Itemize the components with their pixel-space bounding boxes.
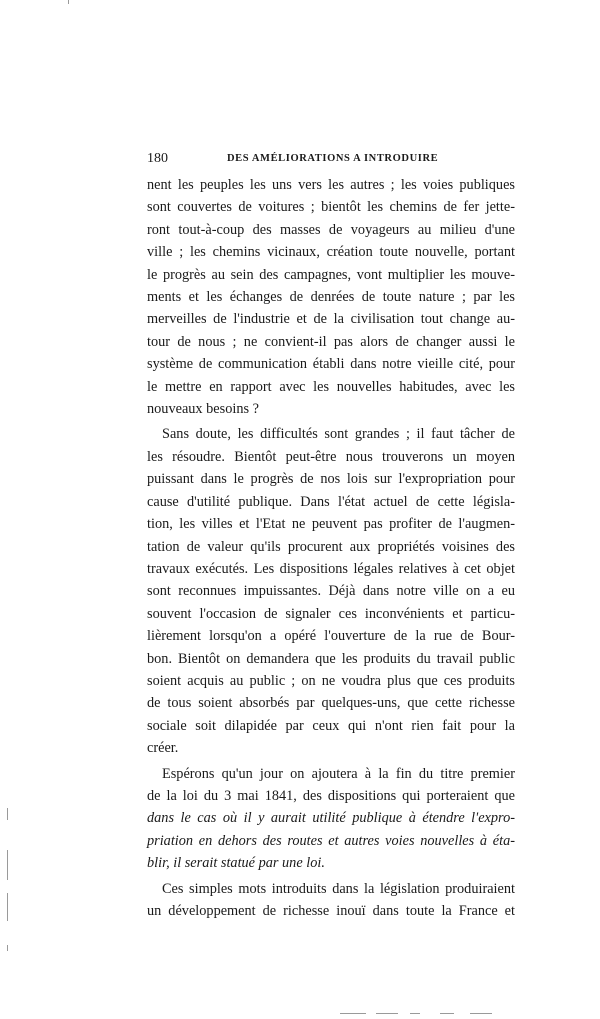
- text-line: ments et les échanges de denrées de toute nature ; par les: [147, 289, 515, 306]
- italic-text-line: priation en dehors des routes et autres voies nouvelles à éta-: [147, 832, 515, 849]
- text-line: Espérons qu'un jour on ajoutera à la fin du titre premier: [162, 765, 515, 782]
- scan-mark: [7, 850, 8, 880]
- text-line: ront tout-à-coup des masses de voyageurs au milieu d'une: [147, 221, 515, 238]
- text-line: souvent l'occasion de signaler ces inconvénients et particu-: [147, 605, 515, 622]
- text-line: cause d'utilité publique. Dans l'état actuel de cette législa-: [147, 493, 515, 510]
- text-line: sont reconnues impuissantes. Déjà dans notre ville on a eu: [147, 583, 515, 600]
- scan-mark: [470, 1013, 492, 1014]
- text-line: tation de valeur qu'ils procurent aux propriétés voisines des: [147, 538, 515, 555]
- text-line: système de communication établi dans notre vieille cité, pour: [147, 356, 515, 373]
- text-line: merveilles de l'industrie et de la civilisation tout change au-: [147, 311, 515, 328]
- scan-mark: [340, 1013, 366, 1014]
- paragraph-2: [147, 423, 515, 759]
- text-line: nent les peuples les uns vers les autres ; les voies publiques: [147, 177, 515, 193]
- scan-mark: [68, 0, 69, 4]
- text-line: Sans doute, les difficultés sont grandes ; il faut tâcher de: [162, 426, 515, 443]
- text-line: travaux exécutés. Les dispositions légales relatives à cet objet: [147, 560, 515, 577]
- scan-mark: [7, 945, 8, 951]
- text-line: un développement de richesse inouï dans toute la France et: [147, 903, 515, 919]
- text-line: de la loi du 3 mai 1841, des dispositions qui porteraient que: [147, 787, 515, 804]
- running-title: DES AMÉLIORATIONS A INTRODUIRE: [227, 153, 439, 164]
- text-line: Ces simples mots introduits dans la législation produiraient: [162, 880, 515, 897]
- text-line: bon. Bientôt on demandera que les produits du travail public: [147, 650, 515, 667]
- scan-mark: [440, 1013, 454, 1014]
- text-line: lièrement lorsqu'on a opéré l'ouverture de la rue de Bour-: [147, 628, 515, 645]
- paragraph-4: [147, 878, 515, 923]
- text-line: les résoudre. Bientôt peut-être nous trouverons un moyen: [147, 448, 515, 465]
- italic-text-line: blir, il serait statué par une loi.: [147, 855, 325, 872]
- paragraph-3: [147, 763, 515, 875]
- italic-text-line: dans le cas où il y aurait utilité publique à étendre l'expro-: [147, 810, 515, 827]
- text-line: ville ; les chemins vicinaux, création toute nouvelle, portant: [147, 244, 515, 261]
- text-line: puissant dans le progrès de nos lois sur l'expropriation pour: [147, 471, 515, 488]
- text-line: nouveaux besoins ?: [147, 401, 259, 418]
- text-line: sociale soit dilapidée par ceux qui n'ont rien fait pour la: [147, 717, 515, 734]
- text-line: tour de nous ; ne convient-il pas alors de changer aussi le: [147, 333, 515, 350]
- scan-mark: [410, 1013, 420, 1014]
- text-line: le progrès au sein des campagnes, vont multiplier les mouve-: [147, 266, 515, 283]
- paragraph-1: [147, 174, 515, 420]
- page-number: 180: [147, 151, 168, 166]
- text-line: tion, les villes et l'Etat ne peuvent pas profiter de l'augmen-: [147, 516, 515, 533]
- text-line: créer.: [147, 740, 179, 757]
- scan-mark: [7, 808, 8, 820]
- text-line: de tous soient absorbés par quelques-uns, que cette richesse: [147, 695, 515, 712]
- scan-mark: [376, 1013, 398, 1014]
- scan-mark: [7, 893, 8, 921]
- page-header: [147, 151, 517, 167]
- text-line: soient acquis au public ; on ne voudra plus que ces produits: [147, 672, 515, 689]
- text-line: le mettre en rapport avec les nouvelles habitudes, avec les: [147, 378, 515, 395]
- body-text: [147, 174, 515, 922]
- text-line: sont couvertes de voitures ; bientôt les chemins de fer jette-: [147, 199, 515, 216]
